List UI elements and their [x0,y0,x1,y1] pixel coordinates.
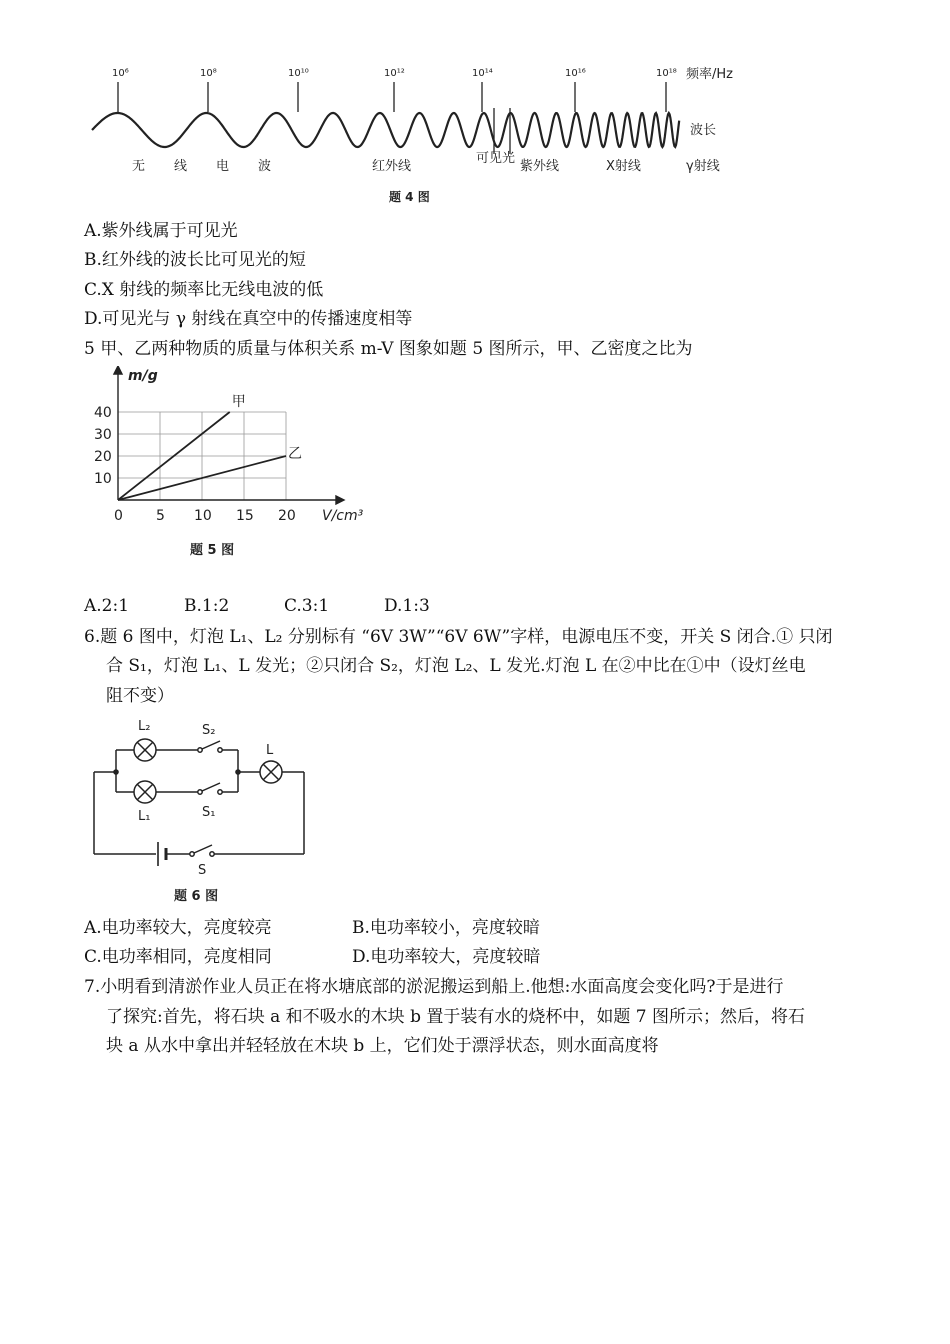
band-radio-3: 电 [216,159,230,174]
freq-label: 10¹⁸ [656,68,677,79]
y-axis-arrow [114,366,122,374]
q6-option-a: A.电功率较大，亮度较亮 [84,918,272,938]
band-radio-2: 线 [174,159,188,174]
spectrum-wave [92,113,679,147]
q6-stem-line-1: 6.题 6 图中，灯泡 L₁、L₂ 分别标有 “6V 3W”“6V 6W”字样，电源电压不变，开关 S 闭合.① 只闭 [84,627,833,647]
q4-option-a: A.紫外线属于可见光 [84,221,238,241]
q7-stem-line-3: 块 a 从水中拿出并轻轻放在木块 b 上，它们处于漂浮状态，则水面高度将 [106,1036,659,1056]
q7-stem-line-1: 7.小明看到清淤作业人员正在将水塘底部的淤泥搬运到船上.他想:水面高度会变化吗?于是进行 [84,977,784,997]
q5-option-b: B.1:2 [184,596,230,616]
series-label-yi: 乙 [288,446,302,462]
q6-options-row-1 [84,916,540,940]
label-s2: S₂ [202,723,216,738]
freq-label: 10⁶ [112,68,129,79]
q4-option-c: C.X 射线的频率比无线电波的低 [84,280,324,300]
y-tick-label: 10 [94,471,112,487]
q6-option-d: D.电功率较大，亮度较暗 [352,947,541,967]
y-axis-label: m/g [128,368,158,384]
lamp-l2-icon [134,739,156,761]
freq-label: 10¹⁰ [288,68,309,79]
junction-dots [113,769,241,775]
switch-s1-icon [198,783,222,794]
x-tick-label: 0 [114,508,123,524]
q5-option-a: A.2:1 [84,596,130,616]
x-tick-label: 15 [236,508,254,524]
band-gamma: γ射线 [686,159,720,174]
q6-options-row-2 [84,945,540,969]
figure-5-caption: 题 5 图 [190,543,235,558]
q6-option-b: B.电功率较小，亮度较暗 [352,918,540,938]
wavelength-label: 波长 [690,123,717,138]
battery-icon [158,842,166,866]
q6-option-c: C.电功率相同，亮度相同 [84,947,272,967]
label-l2: L₂ [138,719,151,734]
series-label-jia: 甲 [231,394,246,410]
band-radio-4: 波 [258,159,272,174]
x-axis-label: V/cm³ [322,508,364,524]
q6-stem-line-3: 阻不变） [106,686,174,706]
lamp-l-icon [260,761,282,783]
y-tick-label: 30 [94,427,112,443]
freq-label: 10¹² [384,68,405,79]
band-xray: X射线 [606,159,641,174]
q5-options [84,594,430,618]
q4-option-d: D.可见光与 γ 射线在真空中的传播速度相等 [84,309,413,329]
lamp-l1-icon [134,781,156,803]
switch-s-icon [190,845,214,856]
freq-label: 10⁸ [200,68,217,79]
figure-5-chart [86,366,376,566]
band-infrared: 红外线 [372,159,412,174]
band-ultraviolet: 紫外线 [520,159,560,174]
q4-option-b: B.红外线的波长比可见光的短 [84,250,306,270]
switch-s2-icon [198,741,222,752]
x-axis-arrow [336,496,344,504]
q5-option-c: C.3:1 [284,596,330,616]
figure-4-caption: 题 4 图 [389,190,430,204]
label-l1: L₁ [138,809,151,824]
freq-unit: 频率/Hz [686,67,733,82]
label-s1: S₁ [202,805,216,820]
q6-stem-line-2: 合 S₁，灯泡 L₁、L 发光；②只闭合 S₂，灯泡 L₂、L 发光.灯泡 L 在②中比在①中（设灯丝电 [106,656,806,676]
label-l: L [266,743,274,758]
freq-label: 10¹⁶ [565,68,586,79]
band-radio-1: 无 [132,159,146,174]
figure-4-spectrum [84,58,764,210]
x-tick-label: 5 [156,508,165,524]
q5-option-d: D.1:3 [384,596,430,616]
y-tick-label: 20 [94,449,112,465]
q5-stem: 5 甲、乙两种物质的质量与体积关系 m-V 图象如题 5 图所示，甲、乙密度之比为 [84,339,693,359]
band-visible: 可见光 [476,151,516,166]
y-tick-label: 40 [94,405,112,421]
freq-label: 10¹⁴ [472,68,493,79]
x-tick-label: 10 [194,508,212,524]
figure-6-circuit [86,712,322,908]
label-s: S [198,863,207,878]
figure-6-caption: 题 6 图 [174,889,219,904]
q7-stem-line-2: 了探究:首先，将石块 a 和不吸水的木块 b 置于装有水的烧杯中，如题 7 图所示；然后，将石 [106,1007,805,1027]
x-tick-label: 20 [278,508,296,524]
